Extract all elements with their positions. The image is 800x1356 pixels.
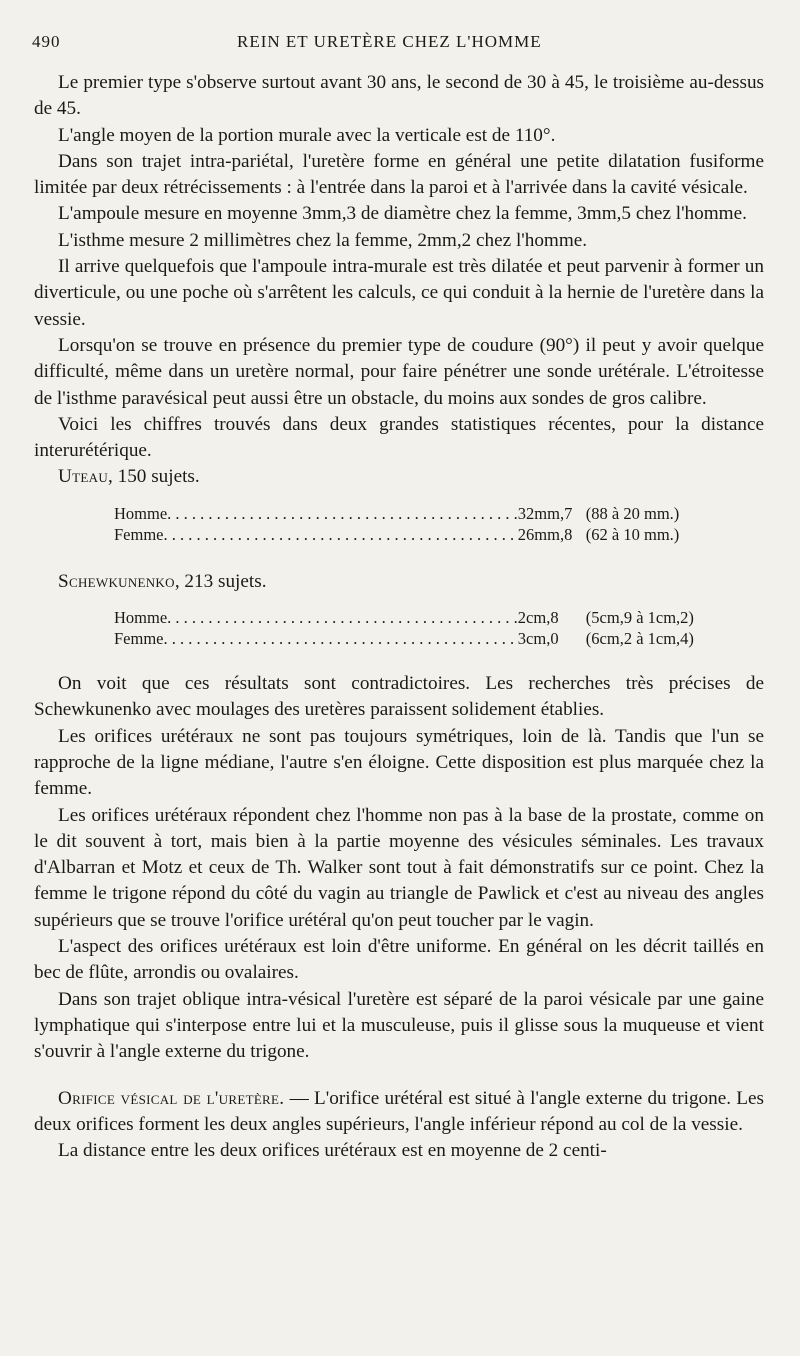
- table-row: [114, 628, 694, 649]
- row-range: (5cm,9 à 1cm,2): [585, 608, 694, 628]
- paragraph: On voit que ces résultats sont contradictoires. Les recherches très précises de Schewkunenko avec moulages des uretères paraissent solidement établies.: [34, 673, 764, 721]
- paragraph: L'ampoule mesure en moyenne 3mm,3 de diamètre chez la femme, 3mm,5 chez l'homme.: [58, 203, 747, 225]
- paragraph: Voici les chiffres trouvés dans deux grandes statistiques récentes, pour la distance interurétérique.: [34, 413, 764, 462]
- row-value: 26mm,8: [517, 524, 573, 544]
- statistic-author: Schewkunenko: [58, 570, 175, 592]
- statistic-heading: [58, 569, 764, 595]
- paragraph: Le premier type s'observe surtout avant 30 ans, le second de 30 à 45, le troisième au-dessus de 45.: [34, 72, 764, 120]
- page-body: [34, 70, 764, 1164]
- paragraph: Il arrive quelquefois que l'ampoule intra-murale est très dilatée et peut parvenir à former un diverticule, ou une poche où s'arrêtent les calculs, ce qui conduit à la hernie de l'uretère dans la vessie.: [34, 256, 764, 330]
- paragraph: L'isthme mesure 2 millimètres chez la femme, 2mm,2 chez l'homme.: [58, 229, 588, 251]
- statistic-author: Uteau: [58, 466, 109, 488]
- statistic-subjects: , 213 sujets.: [174, 570, 267, 592]
- statistics-table: [114, 503, 679, 545]
- paragraph: Les orifices urétéraux ne sont pas toujours symétriques, loin de là. Tandis que l'un se rapproche de la ligne médiane, l'autre s'en éloigne. Cette disposition est plus marquée chez la femme.: [34, 725, 764, 800]
- row-range: (62 à 10 mm.): [585, 524, 680, 544]
- paragraph: La distance entre les deux orifices urétéraux est en moyenne de 2 centi-: [58, 1140, 607, 1162]
- paragraph: Lorsqu'on se trouve en présence du premier type de coudure (90°) il peut y avoir quelque difficulté, même dans un uretère normal, pour faire pénétrer une sonde urétérale. L'étroitesse de l'isthme paravésical peut aussi être un obstacle, du moins aux sondes de gros calibre.: [34, 334, 764, 409]
- leader-dots: . . . . . . . . . . . . . . . . . . . . . . . . . . . . . . . . . . . . . . . . . . .: [163, 524, 515, 544]
- page-header: [32, 32, 760, 60]
- page-number: 490: [32, 32, 61, 51]
- paragraph: Dans son trajet oblique intra-vésical l'uretère est séparé de la paroi vésicale par une gaine lymphatique qui s'interpose entre lui et la musculeuse, puis il glisse sous la muqueuse et vient s'ouvrir à l'angle externe du trigone.: [34, 988, 764, 1063]
- section-text: — L'orifice urétéral est situé à l'angle externe du trigone. Les deux orifices forment les deux angles supérieurs, l'angle inférieur répond au col de la vessie.: [34, 1087, 764, 1135]
- table-row: [114, 503, 679, 524]
- statistics-table: [114, 607, 694, 649]
- row-value: 3cm,0: [517, 629, 559, 649]
- statistic-subjects: , 150 sujets.: [108, 466, 200, 488]
- row-label: Femme: [114, 629, 164, 649]
- row-label: Femme: [114, 524, 164, 544]
- row-label: Homme: [114, 608, 168, 628]
- leader-dots: . . . . . . . . . . . . . . . . . . . . . . . . . . . . . . . . . . . . . . . . . . .: [167, 608, 518, 628]
- row-value: 2cm,8: [517, 608, 559, 628]
- section-paragraph: [34, 1086, 764, 1139]
- paragraph: Les orifices urétéraux répondent chez l'homme non pas à la base de la prostate, comme on le dit souvent à tort, mais bien à la partie moyenne des vésicules séminales. Les travaux d'Albarran et Motz et ceux de Th. Walker sont tout à fait démonstratifs sur ce point. Chez la femme le trigone répond du côté du vagin au triangle de Pawlick et c'est au niveau des angles supérieurs que se trouve l'orifice urétéral qu'on peut toucher par le vagin.: [34, 804, 764, 931]
- row-range: (88 à 20 mm.): [585, 503, 680, 523]
- row-range: (6cm,2 à 1cm,4): [585, 629, 694, 649]
- row-label: Homme: [114, 503, 168, 523]
- section-heading: Orifice vésical de l'uretère.: [58, 1087, 285, 1109]
- leader-dots: . . . . . . . . . . . . . . . . . . . . . . . . . . . . . . . . . . . . . . . . . . .: [167, 503, 518, 523]
- statistic-heading: [58, 464, 764, 490]
- running-title: REIN ET URETÈRE CHEZ L'HOMME: [237, 32, 542, 51]
- paragraph: Dans son trajet intra-pariétal, l'uretère forme en général une petite dilatation fusiforme limitée par deux rétrécissements : à l'entrée dans la paroi et à l'arrivée dans la cavité vésicale.: [34, 150, 764, 199]
- table-row: [114, 524, 679, 545]
- row-value: 32mm,7: [517, 503, 573, 523]
- leader-dots: . . . . . . . . . . . . . . . . . . . . . . . . . . . . . . . . . . . . . . . . . . .: [163, 629, 515, 649]
- table-row: [114, 607, 694, 628]
- paragraph: L'angle moyen de la portion murale avec la verticale est de 110°.: [58, 124, 556, 146]
- paragraph: L'aspect des orifices urétéraux est loin d'être uniforme. En général on les décrit taillés en bec de flûte, arrondis ou ovalaires.: [34, 936, 764, 984]
